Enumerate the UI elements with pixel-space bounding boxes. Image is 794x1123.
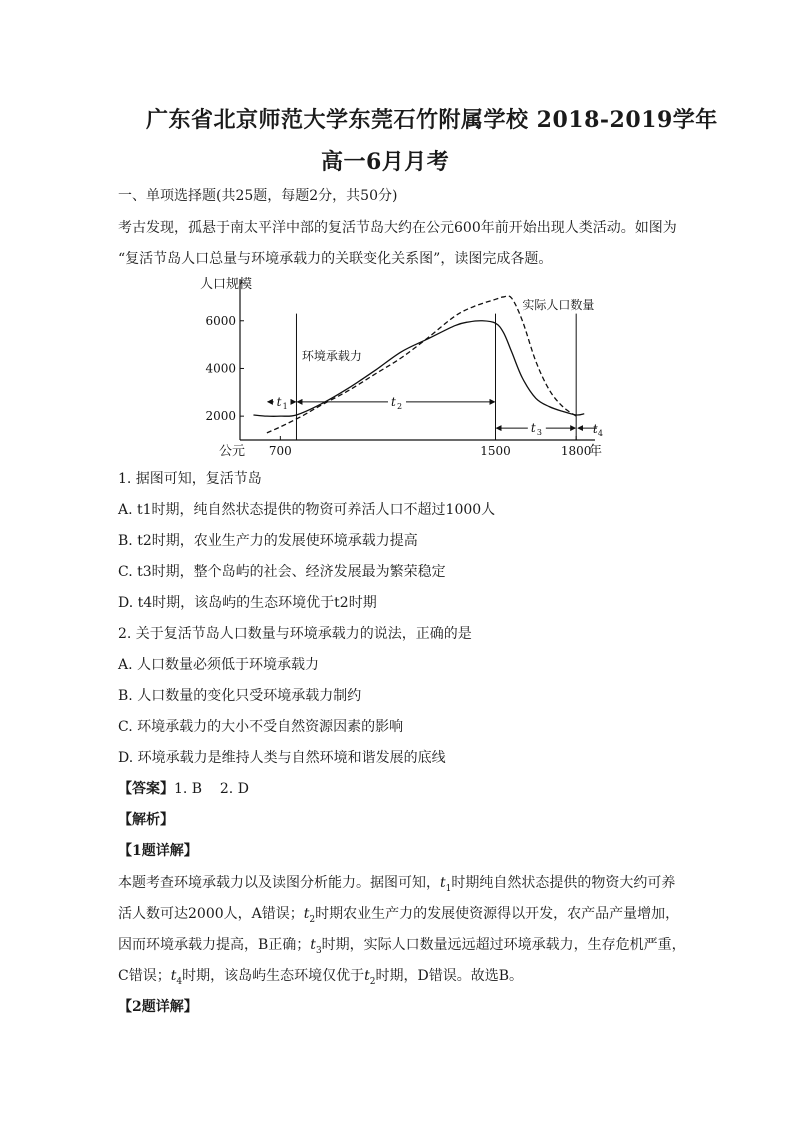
population-carrying-capacity-chart [200,275,604,460]
answer-label: 【答案】 [118,781,174,797]
y-axis-label: 人口规模 [200,277,253,292]
detail-1-text-d: 时期农业生产力的发展使资源得以开发，农产品产量增加， [315,906,680,922]
chart-series-layer [253,296,595,436]
t-period-label: t [592,422,598,437]
detail-1-text-e: 因而环境承载力提高，B正确； [118,937,311,953]
t-subscript: 2 [369,976,376,987]
question-1-option-b: B. t2时期，农业生产力的发展使环境承载力提高 [118,533,418,549]
question-1-option-d: D. t4时期，该岛屿的生态环境优于t2时期 [118,595,377,611]
detail-1-text-h: 时期，该岛屿生态环境仅优于 [182,968,365,984]
actual-population-label: 实际人口数量 [522,297,595,312]
question-2-stem: 2. 关于复活节岛人口数量与环境承载力的说法，正确的是 [118,626,472,642]
t-period-subscript: 4 [597,429,604,439]
t-subscript: 3 [315,945,322,956]
t-symbol: t [440,875,446,891]
answer-text: 1. B 2. D [174,781,249,797]
detail-1-line1 [118,872,675,894]
detail-1-text-f: 时期，实际人口数量远远超过环境承载力，生存危机严重， [321,937,686,953]
detail-1-text-i: 时期，D错误。故选B。 [375,968,523,984]
actual-population-line [267,296,576,436]
x-origin-label: 公元 [218,444,246,459]
t-period-subscript: 3 [536,428,542,438]
detail-1-text-a: 本题考查环境承载力以及读图分析能力。据图可知， [118,875,440,891]
detail-1-line2 [118,903,679,925]
t-period-label: t [530,421,536,436]
question-2-option-c: C. 环境承载力的大小不受自然资源因素的影响 [118,719,404,735]
t-symbol: t [303,906,310,922]
y-tick-label: 4000 [205,361,236,376]
answer-line [118,778,249,798]
question-1-option-a: A. t1时期，纯自然状态提供的物资可养活人口不超过1000人 [118,502,496,518]
detail-1-line3 [118,934,686,956]
t-subscript: 4 [176,976,183,987]
t-period-subscript: 1 [282,401,288,411]
detail-1-label: 【1题详解】 [118,843,198,859]
x-tick-label: 1800 [560,444,592,458]
x-axis-label: 年 [589,444,603,459]
detail-1-text-b: 时期纯自然状态提供的物资大约可养 [451,875,676,891]
t-subscript: 1 [445,883,452,894]
question-2-option-a: A. 人口数量必须低于环境承载力 [118,657,320,673]
t-subscript: 2 [309,914,316,925]
x-tick-label: 1500 [480,444,511,458]
question-1-option-c: C. t3时期，整个岛屿的社会、经济发展最为繁荣稳定 [118,564,446,580]
t-period-label: t [390,394,396,409]
carrying-capacity-label: 环境承载力 [301,349,362,364]
y-tick-label: 2000 [205,409,236,424]
t-symbol: t [364,968,370,984]
intro-line2: “复活节岛人口总量与环境承载力的关联变化关系图”，读图完成各题。 [118,251,553,267]
detail-1-line4 [118,965,523,987]
question-2-option-d: D. 环境承载力是维持人类与自然环境和谐发展的底线 [118,750,446,766]
intro-line1: 考古发现，孤悬于南太平洋中部的复活节岛大约在公元600年前开始出现人类活动。如图为 [118,220,677,236]
detail-1-text-g: C错误； [118,968,171,984]
page-title-line1: 广东省北京师范大学东莞石竹附属学校 2018-2019学年 [146,107,718,133]
t-symbol: t [170,968,177,984]
t-period-subscript: 2 [396,401,403,411]
detail-2-label: 【2题详解】 [118,999,198,1015]
t-symbol: t [310,937,316,953]
detail-1-text-c: 活人数可达2000人，A错误； [118,906,304,922]
question-2-option-b: B. 人口数量的变化只受环境承载力制约 [118,688,362,704]
t-period-label: t [276,394,282,409]
page-title-line2: 高一6月月考 [321,149,450,175]
section-heading: 一、单项选择题(共25题，每题2分，共50分) [118,188,398,204]
chart-annotations [268,395,603,438]
analysis-label: 【解析】 [118,812,174,828]
question-1-stem: 1. 据图可知，复活节岛 [118,471,262,487]
x-tick-label: 700 [268,444,292,458]
y-tick-label: 6000 [205,313,236,328]
